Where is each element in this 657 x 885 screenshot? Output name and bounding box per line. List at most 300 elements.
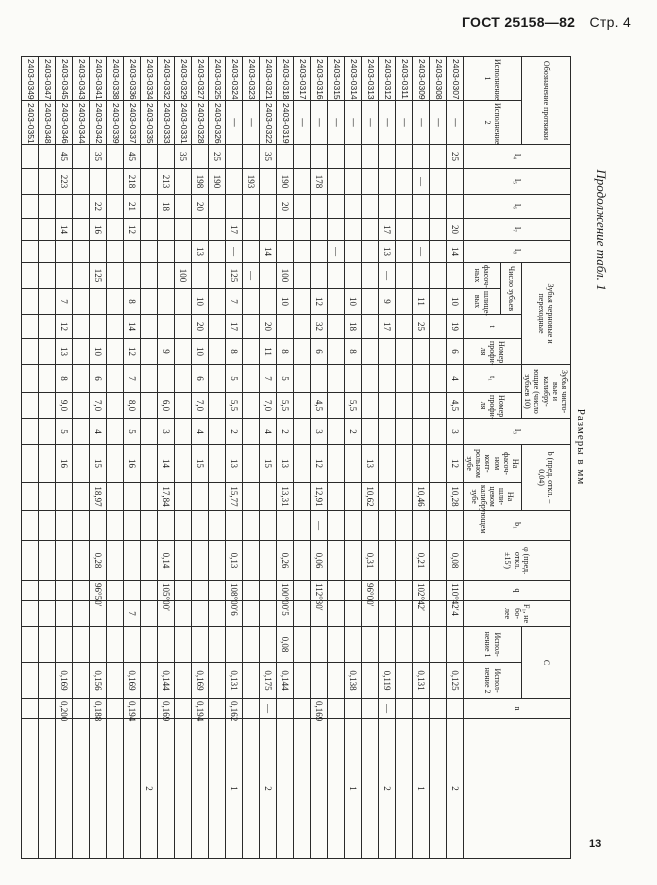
value-cell xyxy=(361,339,378,365)
value-cell xyxy=(242,219,259,241)
designation-cell: — xyxy=(327,101,344,145)
broach-dimensions-table xyxy=(21,56,571,859)
value-cell: 22 xyxy=(89,195,106,219)
value-cell: 96°00′ xyxy=(361,581,378,601)
value-cell xyxy=(72,315,89,339)
value-cell xyxy=(395,241,412,263)
value-cell: 6 xyxy=(310,339,327,365)
value-cell xyxy=(21,511,38,541)
value-cell xyxy=(293,663,310,699)
value-cell: 17 xyxy=(225,315,242,339)
value-cell xyxy=(361,169,378,195)
value-cell: 10 xyxy=(89,339,106,365)
value-cell xyxy=(174,169,191,195)
value-cell: 14 xyxy=(55,219,72,241)
value-cell: 4 xyxy=(446,365,463,393)
table-row xyxy=(395,57,412,859)
value-cell xyxy=(327,511,344,541)
designation-cell: 2403-0337 xyxy=(123,101,140,145)
value-cell xyxy=(327,445,344,483)
value-cell xyxy=(429,365,446,393)
l5-header: l₅ xyxy=(463,169,570,195)
value-cell xyxy=(361,627,378,663)
value-cell: 5 xyxy=(55,419,72,445)
value-cell: 13 xyxy=(55,339,72,365)
value-cell xyxy=(395,719,412,859)
value-cell xyxy=(106,581,123,601)
value-cell xyxy=(412,339,429,365)
value-cell xyxy=(446,699,463,719)
value-cell xyxy=(344,169,361,195)
value-cell: 6 xyxy=(89,365,106,393)
designation-cell: 2403-0333 xyxy=(157,101,174,145)
value-cell: 218 xyxy=(123,169,140,195)
c1-header: Испол-нение 1 xyxy=(463,627,521,663)
value-cell xyxy=(174,241,191,263)
value-cell: 2 xyxy=(259,719,276,859)
value-cell xyxy=(395,393,412,419)
value-cell xyxy=(327,365,344,393)
value-cell xyxy=(395,145,412,169)
value-cell xyxy=(242,601,259,627)
value-cell xyxy=(310,241,327,263)
value-cell xyxy=(344,219,361,241)
value-cell xyxy=(89,289,106,315)
value-cell: 190 xyxy=(276,169,293,195)
value-cell: 8 xyxy=(123,289,140,315)
value-cell: 0,26 xyxy=(276,541,293,581)
standard-header xyxy=(462,14,631,30)
value-cell: 8 xyxy=(225,339,242,365)
value-cell xyxy=(140,541,157,581)
value-cell xyxy=(242,483,259,511)
value-cell xyxy=(208,289,225,315)
value-cell xyxy=(395,483,412,511)
value-cell: 12 xyxy=(446,445,463,483)
value-cell xyxy=(140,445,157,483)
value-cell xyxy=(157,315,174,339)
value-cell xyxy=(106,289,123,315)
value-cell xyxy=(38,419,55,445)
value-cell: 105°00′ xyxy=(157,581,174,601)
value-cell xyxy=(378,581,395,601)
value-cell xyxy=(21,719,38,859)
value-cell xyxy=(293,541,310,581)
value-cell xyxy=(344,241,361,263)
value-cell: 19 xyxy=(446,315,463,339)
value-cell xyxy=(72,339,89,365)
value-cell xyxy=(140,289,157,315)
value-cell xyxy=(293,241,310,263)
value-cell: 0,169 xyxy=(191,663,208,699)
value-cell xyxy=(446,195,463,219)
value-cell xyxy=(225,627,242,663)
value-cell: 0,138 xyxy=(344,663,361,699)
value-cell xyxy=(395,365,412,393)
value-cell xyxy=(242,195,259,219)
value-cell xyxy=(293,445,310,483)
value-cell xyxy=(429,195,446,219)
value-cell xyxy=(89,511,106,541)
value-cell xyxy=(208,219,225,241)
value-cell xyxy=(21,263,38,289)
value-cell xyxy=(157,627,174,663)
value-cell xyxy=(412,145,429,169)
value-cell: 35 xyxy=(259,145,276,169)
value-cell: 10 xyxy=(344,289,361,315)
value-cell: 5,5 xyxy=(276,393,293,419)
value-cell: 7,0 xyxy=(89,393,106,419)
value-cell: 5 xyxy=(225,365,242,393)
value-cell: 0,169 xyxy=(55,663,72,699)
value-cell xyxy=(140,365,157,393)
value-cell: 13 xyxy=(378,241,395,263)
value-cell: 13 xyxy=(276,445,293,483)
rough-teeth-header: Зубья черновые и переходные xyxy=(522,263,571,365)
value-cell xyxy=(276,145,293,169)
table-row xyxy=(106,57,123,859)
value-cell xyxy=(310,219,327,241)
value-cell xyxy=(242,419,259,445)
value-cell xyxy=(174,419,191,445)
value-cell xyxy=(429,663,446,699)
value-cell: 7 xyxy=(259,365,276,393)
value-cell xyxy=(191,263,208,289)
value-cell xyxy=(106,263,123,289)
value-cell xyxy=(259,541,276,581)
value-cell xyxy=(72,699,89,719)
value-cell: 0,194 xyxy=(191,699,208,719)
designation-cell: 2403-0322 xyxy=(259,101,276,145)
designation-cell: — xyxy=(395,101,412,145)
value-cell xyxy=(395,263,412,289)
value-cell xyxy=(157,719,174,859)
designation-cell: 2403-0309 xyxy=(412,57,429,101)
value-cell xyxy=(21,601,38,627)
table-body xyxy=(21,57,463,859)
value-cell: 13,31 xyxy=(276,483,293,511)
value-cell xyxy=(174,315,191,339)
value-cell xyxy=(174,511,191,541)
value-cell: 1 xyxy=(412,719,429,859)
designation-cell: — xyxy=(429,101,446,145)
value-cell: — xyxy=(378,699,395,719)
value-cell xyxy=(225,511,242,541)
table-row xyxy=(72,57,89,859)
value-cell xyxy=(140,601,157,627)
value-cell: 100°00′ xyxy=(276,581,293,601)
value-cell: 0,13 xyxy=(225,541,242,581)
value-cell xyxy=(21,339,38,365)
value-cell xyxy=(259,483,276,511)
phi-header: φ (пред. откл. ±15′) xyxy=(463,541,570,581)
value-cell: 213 xyxy=(157,169,174,195)
value-cell: 17 xyxy=(225,219,242,241)
value-cell xyxy=(38,627,55,663)
value-cell xyxy=(106,663,123,699)
designation-cell: 2403-0348 xyxy=(38,101,55,145)
value-cell xyxy=(327,315,344,339)
value-cell: 108°00′ xyxy=(225,581,242,601)
value-cell xyxy=(429,315,446,339)
value-cell xyxy=(344,511,361,541)
designation-cell: 2403-0336 xyxy=(123,57,140,101)
table-row xyxy=(174,57,191,859)
value-cell: 0,21 xyxy=(412,541,429,581)
value-cell: 21 xyxy=(123,195,140,219)
value-cell xyxy=(140,393,157,419)
table-row xyxy=(429,57,446,859)
value-cell xyxy=(55,263,72,289)
value-cell xyxy=(174,601,191,627)
value-cell: 10 xyxy=(191,289,208,315)
value-cell xyxy=(55,541,72,581)
designation-cell: 2403-0313 xyxy=(361,57,378,101)
value-cell: 15 xyxy=(191,445,208,483)
table-row xyxy=(259,57,276,859)
value-cell: 0,08 xyxy=(276,627,293,663)
value-cell xyxy=(293,263,310,289)
value-cell xyxy=(259,219,276,241)
value-cell xyxy=(38,699,55,719)
value-cell xyxy=(361,419,378,445)
value-cell xyxy=(72,601,89,627)
value-cell: 11 xyxy=(412,289,429,315)
value-cell: 1 xyxy=(225,719,242,859)
designation-cell: — xyxy=(242,101,259,145)
table-row xyxy=(21,57,38,859)
designation-cell: 2403-0338 xyxy=(106,57,123,101)
designation-cell: 2403-0332 xyxy=(157,57,174,101)
designation-cell: 2403-0345 xyxy=(55,57,72,101)
value-cell xyxy=(361,699,378,719)
value-cell xyxy=(327,581,344,601)
value-cell xyxy=(361,219,378,241)
table-row xyxy=(361,57,378,859)
value-cell: — xyxy=(225,241,242,263)
value-cell xyxy=(140,241,157,263)
value-cell xyxy=(429,483,446,511)
value-cell xyxy=(327,339,344,365)
value-cell xyxy=(191,719,208,859)
value-cell xyxy=(242,339,259,365)
value-cell xyxy=(293,315,310,339)
value-cell: 0,14 xyxy=(157,541,174,581)
value-cell xyxy=(21,241,38,263)
value-cell: 223 xyxy=(55,169,72,195)
value-cell: 4 xyxy=(191,419,208,445)
designation-cell: 2403-0307 xyxy=(446,57,463,101)
value-cell: 9,0 xyxy=(55,393,72,419)
value-cell: 5,5 xyxy=(225,393,242,419)
table-row xyxy=(89,57,106,859)
value-cell: 14 xyxy=(259,241,276,263)
value-cell xyxy=(378,145,395,169)
value-cell xyxy=(72,581,89,601)
value-cell xyxy=(140,339,157,365)
value-cell xyxy=(242,719,259,859)
value-cell: 25 xyxy=(446,145,463,169)
value-cell: 20 xyxy=(446,219,463,241)
value-cell xyxy=(327,601,344,627)
value-cell xyxy=(344,541,361,581)
value-cell xyxy=(106,719,123,859)
value-cell xyxy=(327,219,344,241)
value-cell: 3 xyxy=(446,419,463,445)
value-cell xyxy=(174,581,191,601)
value-cell: 12,91 xyxy=(310,483,327,511)
blank-header xyxy=(463,719,570,859)
value-cell xyxy=(242,581,259,601)
value-cell xyxy=(38,219,55,241)
value-cell: 125 xyxy=(225,263,242,289)
designation-cell: 2403-0334 xyxy=(140,57,157,101)
value-cell: 12 xyxy=(123,219,140,241)
designation-cell: 2403-0311 xyxy=(395,57,412,101)
value-cell: 17 xyxy=(378,315,395,339)
l7-header: l₇ xyxy=(463,219,570,241)
value-cell xyxy=(208,627,225,663)
value-cell xyxy=(293,719,310,859)
f1-header: F₁, не бо-лее xyxy=(463,601,570,627)
value-cell xyxy=(72,241,89,263)
value-cell: 96°50′ xyxy=(89,581,106,601)
value-cell xyxy=(140,699,157,719)
value-cell xyxy=(21,289,38,315)
value-cell xyxy=(89,169,106,195)
value-cell xyxy=(361,195,378,219)
value-cell: — xyxy=(242,263,259,289)
value-cell xyxy=(378,627,395,663)
value-cell xyxy=(106,445,123,483)
value-cell xyxy=(259,195,276,219)
value-cell xyxy=(446,263,463,289)
value-cell: 20 xyxy=(259,315,276,339)
value-cell xyxy=(72,195,89,219)
value-cell: 2 xyxy=(378,719,395,859)
value-cell xyxy=(140,195,157,219)
value-cell xyxy=(174,289,191,315)
table-row xyxy=(242,57,259,859)
value-cell xyxy=(208,393,225,419)
value-cell xyxy=(21,195,38,219)
value-cell xyxy=(293,169,310,195)
b-header: b (пред. откл. –0,04) xyxy=(522,445,571,511)
value-cell xyxy=(55,483,72,511)
value-cell xyxy=(55,241,72,263)
value-cell xyxy=(293,145,310,169)
value-cell xyxy=(123,541,140,581)
value-cell xyxy=(412,699,429,719)
value-cell: 6 xyxy=(446,339,463,365)
value-cell: 45 xyxy=(123,145,140,169)
value-cell xyxy=(174,195,191,219)
value-cell xyxy=(429,219,446,241)
value-cell xyxy=(344,627,361,663)
value-cell xyxy=(106,393,123,419)
value-cell xyxy=(395,289,412,315)
value-cell: 12 xyxy=(310,445,327,483)
value-cell: 4,5 xyxy=(446,393,463,419)
value-cell: 25 xyxy=(412,315,429,339)
value-cell xyxy=(378,339,395,365)
value-cell: 13 xyxy=(191,241,208,263)
value-cell xyxy=(174,365,191,393)
value-cell xyxy=(259,511,276,541)
value-cell xyxy=(378,393,395,419)
value-cell xyxy=(208,483,225,511)
b-chamfer-header: На фасоч-ном конт-рольном зубе xyxy=(463,445,521,483)
value-cell xyxy=(310,195,327,219)
value-cell xyxy=(327,145,344,169)
value-cell xyxy=(72,719,89,859)
value-cell xyxy=(72,627,89,663)
value-cell xyxy=(72,393,89,419)
value-cell xyxy=(157,289,174,315)
value-cell xyxy=(276,315,293,339)
value-cell xyxy=(72,145,89,169)
value-cell xyxy=(38,365,55,393)
value-cell: 13 xyxy=(225,445,242,483)
value-cell xyxy=(361,365,378,393)
value-cell: 6 xyxy=(225,601,242,627)
l8-header: l₈ xyxy=(463,241,570,263)
value-cell xyxy=(106,699,123,719)
value-cell: 9 xyxy=(157,339,174,365)
value-cell xyxy=(429,263,446,289)
value-cell xyxy=(140,627,157,663)
designation-cell: 2403-0314 xyxy=(344,57,361,101)
value-cell xyxy=(38,393,55,419)
teeth-count-header: Число зубьев xyxy=(500,263,521,315)
value-cell: 7,0 xyxy=(259,393,276,419)
value-cell xyxy=(429,541,446,581)
value-cell xyxy=(38,719,55,859)
value-cell: 0,144 xyxy=(157,663,174,699)
value-cell xyxy=(38,241,55,263)
designation-cell: 2403-0328 xyxy=(191,101,208,145)
value-cell xyxy=(140,145,157,169)
value-cell xyxy=(208,511,225,541)
value-cell xyxy=(327,627,344,663)
value-cell xyxy=(208,315,225,339)
designation-cell: 2403-0315 xyxy=(327,57,344,101)
value-cell xyxy=(208,241,225,263)
profile2-header: Номер профи-ля xyxy=(463,393,521,419)
value-cell xyxy=(412,263,429,289)
value-cell xyxy=(123,627,140,663)
value-cell: 13 xyxy=(361,445,378,483)
value-cell xyxy=(191,145,208,169)
designation-cell: 2403-0335 xyxy=(140,101,157,145)
value-cell: 6 xyxy=(191,365,208,393)
value-cell xyxy=(106,145,123,169)
designation-cell: 2403-0349 xyxy=(21,57,38,101)
value-cell xyxy=(293,419,310,445)
value-cell xyxy=(242,627,259,663)
value-cell xyxy=(106,195,123,219)
value-cell xyxy=(72,511,89,541)
value-cell xyxy=(395,195,412,219)
value-cell xyxy=(429,699,446,719)
value-cell xyxy=(429,393,446,419)
value-cell xyxy=(72,169,89,195)
value-cell: 17 xyxy=(378,219,395,241)
designation-cell: 2403-0344 xyxy=(72,101,89,145)
value-cell: 0,169 xyxy=(123,663,140,699)
value-cell xyxy=(327,419,344,445)
value-cell xyxy=(140,663,157,699)
